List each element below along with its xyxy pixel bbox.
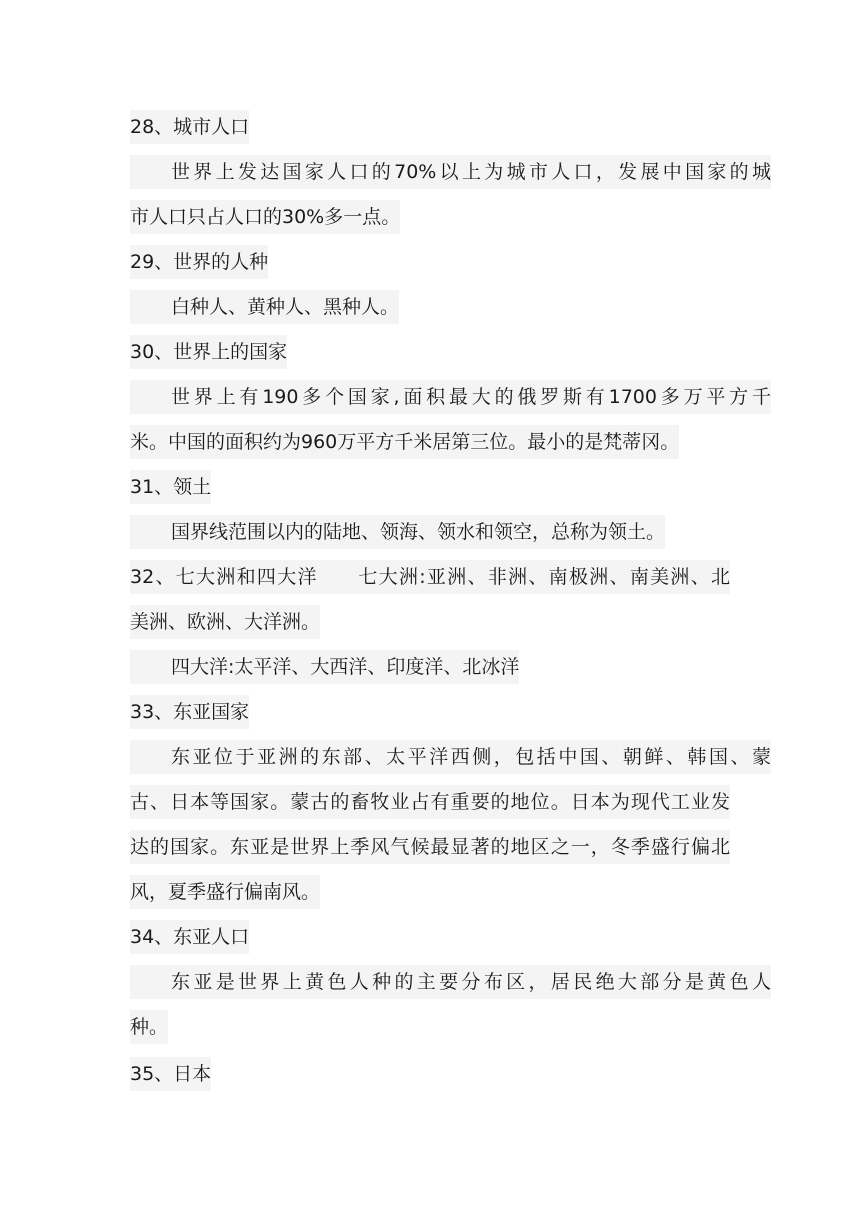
paragraph-text: 东亚是世界上黄色人种的主要分布区，居民绝大部分是黄色人 <box>130 965 771 999</box>
heading-text: 33、东亚国家 <box>130 695 249 729</box>
paragraph-line <box>130 740 771 774</box>
paragraph-text: 国界线范围以内的陆地、领海、领水和领空，总称为领土。 <box>130 515 665 549</box>
paragraph-line <box>130 200 400 234</box>
heading-text: 29、世界的人种 <box>130 245 268 279</box>
heading-34 <box>130 920 249 954</box>
heading-29 <box>130 245 268 279</box>
paragraph-line <box>130 515 665 549</box>
paragraph-line <box>130 425 679 459</box>
heading-text: 35、日本 <box>130 1057 211 1091</box>
paragraph-text: 风，夏季盛行偏南风。 <box>130 875 320 909</box>
paragraph-line <box>130 875 320 909</box>
heading-text: 32、七大洲和四大洋 七大洲:亚洲、非洲、南极洲、南美洲、北 <box>130 560 730 594</box>
paragraph-text: 古、日本等国家。蒙古的畜牧业占有重要的地位。日本为现代工业发 <box>130 785 730 819</box>
paragraph-line <box>130 965 771 999</box>
paragraph-line <box>130 290 399 324</box>
paragraph-text: 种。 <box>130 1010 168 1044</box>
paragraph-text: 世界上有190多个国家,面积最大的俄罗斯有1700多万平方千 <box>130 380 771 414</box>
heading-33 <box>130 695 249 729</box>
heading-31 <box>130 470 211 504</box>
paragraph-text: 世界上发达国家人口的70%以上为城市人口，发展中国家的城 <box>130 155 771 189</box>
paragraph-text: 美洲、欧洲、大洋洲。 <box>130 605 320 639</box>
paragraph-line <box>130 155 771 189</box>
heading-35 <box>130 1057 211 1091</box>
paragraph-text: 达的国家。东亚是世界上季风气候最显著的地区之一，冬季盛行偏北 <box>130 830 730 864</box>
paragraph-line <box>130 605 320 639</box>
heading-32 <box>130 560 730 594</box>
paragraph-text: 白种人、黄种人、黑种人。 <box>130 290 399 324</box>
paragraph-line <box>130 785 730 819</box>
heading-text: 34、东亚人口 <box>130 920 249 954</box>
paragraph-text: 四大洋:太平洋、大西洋、印度洋、北冰洋 <box>130 650 519 684</box>
paragraph-text: 米。中国的面积约为960万平方千米居第三位。最小的是梵蒂冈。 <box>130 425 679 459</box>
paragraph-text: 市人口只占人口的30%多一点。 <box>130 200 400 234</box>
paragraph-line <box>130 1010 168 1044</box>
heading-text: 30、世界上的国家 <box>130 335 287 369</box>
paragraph-line <box>130 830 730 864</box>
paragraph-line <box>130 380 771 414</box>
paragraph-line <box>130 650 519 684</box>
heading-text: 28、城市人口 <box>130 110 249 144</box>
heading-text: 31、领土 <box>130 470 211 504</box>
heading-28 <box>130 110 249 144</box>
heading-30 <box>130 335 287 369</box>
paragraph-text: 东亚位于亚洲的东部、太平洋西侧，包括中国、朝鲜、韩国、蒙 <box>130 740 771 774</box>
